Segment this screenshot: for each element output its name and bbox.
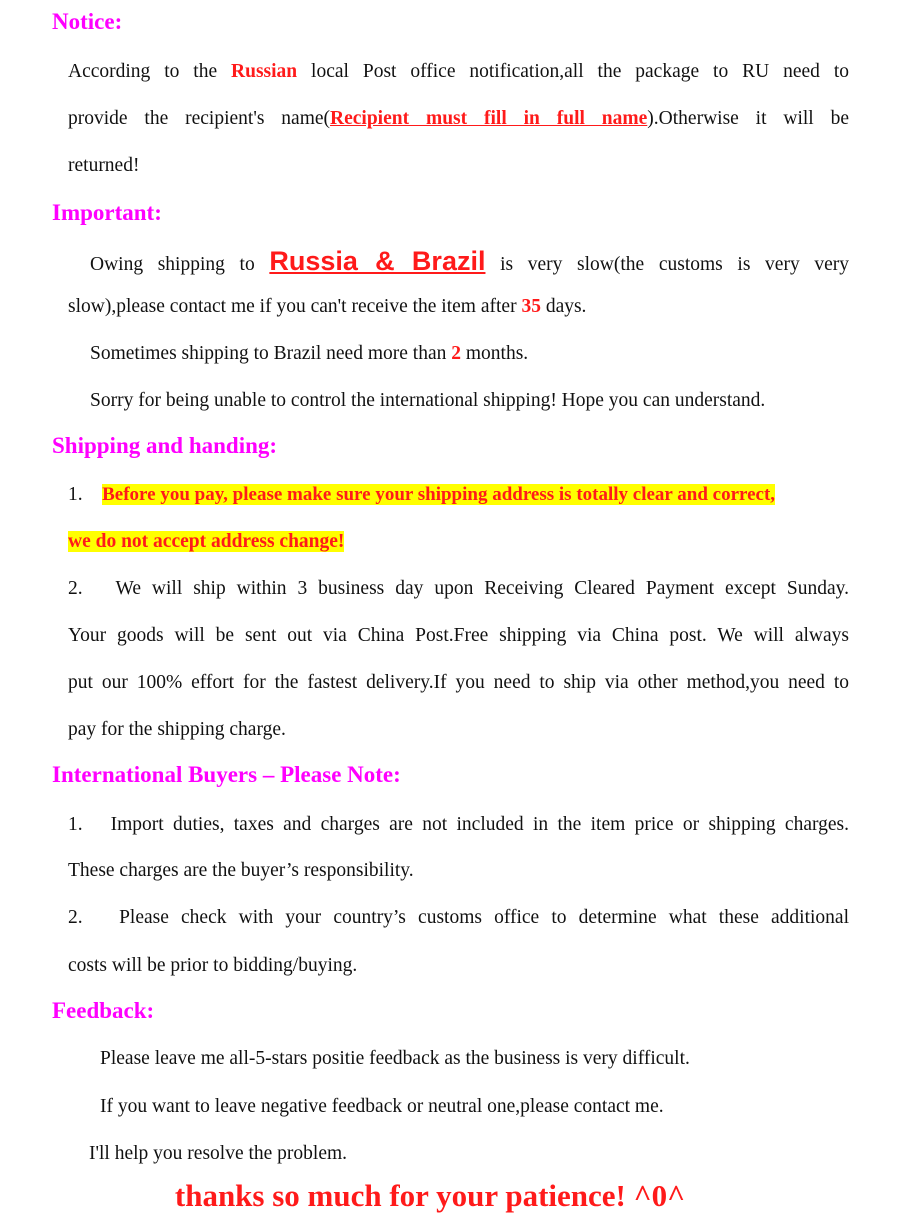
- important-line-2: [68, 293, 849, 321]
- address-warning: Before you pay, please make sure your shipping address is totally clear and correct,: [102, 484, 776, 505]
- notice-line-2: [68, 105, 849, 133]
- list-number: 2.: [68, 578, 83, 599]
- international-item-1-line-2: These charges are the buyer’s responsibility.: [68, 860, 414, 881]
- list-number: 1.: [68, 484, 83, 505]
- international-item-1-line-1: [68, 811, 849, 839]
- notice-text: provide the recipient's name(: [68, 108, 331, 129]
- important-text: Owing shipping to: [90, 254, 255, 275]
- feedback-line-2: If you want to leave negative feedback or neutral one,please contact me.: [100, 1096, 664, 1117]
- notice-heading: Notice:: [52, 9, 123, 34]
- important-text: months.: [465, 343, 529, 364]
- address-warning: we do not accept address change!: [68, 531, 345, 552]
- russia-brazil-emphasis: Russia & Brazil: [269, 246, 486, 276]
- feedback-line-1: Please leave me all-5-stars positie feedback as the business is very difficult.: [100, 1048, 690, 1069]
- important-heading: Important:: [52, 200, 162, 225]
- list-number: 1.: [68, 814, 83, 835]
- notice-text: According to the: [68, 61, 218, 82]
- notice-text: local Post office notification,all the package to RU need to: [311, 61, 849, 82]
- international-item-2-line-2: costs will be prior to bidding/buying.: [68, 955, 358, 976]
- shipping-item-2-line-4: pay for the shipping charge.: [68, 719, 286, 740]
- important-text: slow),please contact me if you can't receive the item after: [68, 296, 517, 317]
- important-line-4: Sorry for being unable to control the international shipping! Hope you can understand.: [90, 390, 766, 411]
- feedback-heading: Feedback:: [52, 998, 155, 1023]
- shipping-item-1-line-2: [68, 528, 849, 556]
- months-count: 2: [451, 343, 461, 364]
- notice-line-3: returned!: [68, 155, 140, 176]
- notice-text: ).Otherwise it will be: [647, 108, 849, 129]
- international-item-2-line-1: [68, 904, 849, 932]
- shipping-item-2-line-1: [68, 575, 849, 603]
- thanks-message: thanks so much for your patience! ^0^: [174, 1178, 686, 1213]
- russian-emphasis: Russian: [231, 61, 298, 82]
- list-number: 2.: [68, 907, 83, 928]
- days-count: 35: [521, 296, 541, 317]
- feedback-line-3: I'll help you resolve the problem.: [89, 1143, 348, 1164]
- notice-line-1: [68, 58, 849, 86]
- important-text: Sometimes shipping to Brazil need more than: [90, 343, 447, 364]
- important-text: days.: [545, 296, 587, 317]
- international-text: Import duties, taxes and charges are not included in the item price or shipping charges.: [110, 814, 850, 835]
- full-name-requirement: Recipient must fill in full name: [330, 108, 648, 129]
- important-text: is very slow(the customs is very very: [500, 254, 849, 275]
- shipping-item-2-line-3: put our 100% effort for the fastest delivery.If you need to ship via other method,you need to: [68, 672, 849, 693]
- shipping-heading: Shipping and handing:: [52, 433, 278, 458]
- important-line-1: [90, 247, 849, 279]
- shipping-item-2-line-2: Your goods will be sent out via China Post.Free shipping via China post. We will always: [68, 625, 849, 646]
- international-text: Please check with your country’s customs office to determine what these additional: [119, 907, 849, 928]
- shipping-item-1-line-1: [68, 481, 849, 509]
- shipping-text: We will ship within 3 business day upon Receiving Cleared Payment except Sunday.: [115, 578, 850, 599]
- important-line-3: [90, 340, 871, 368]
- international-heading: International Buyers – Please Note:: [52, 762, 401, 787]
